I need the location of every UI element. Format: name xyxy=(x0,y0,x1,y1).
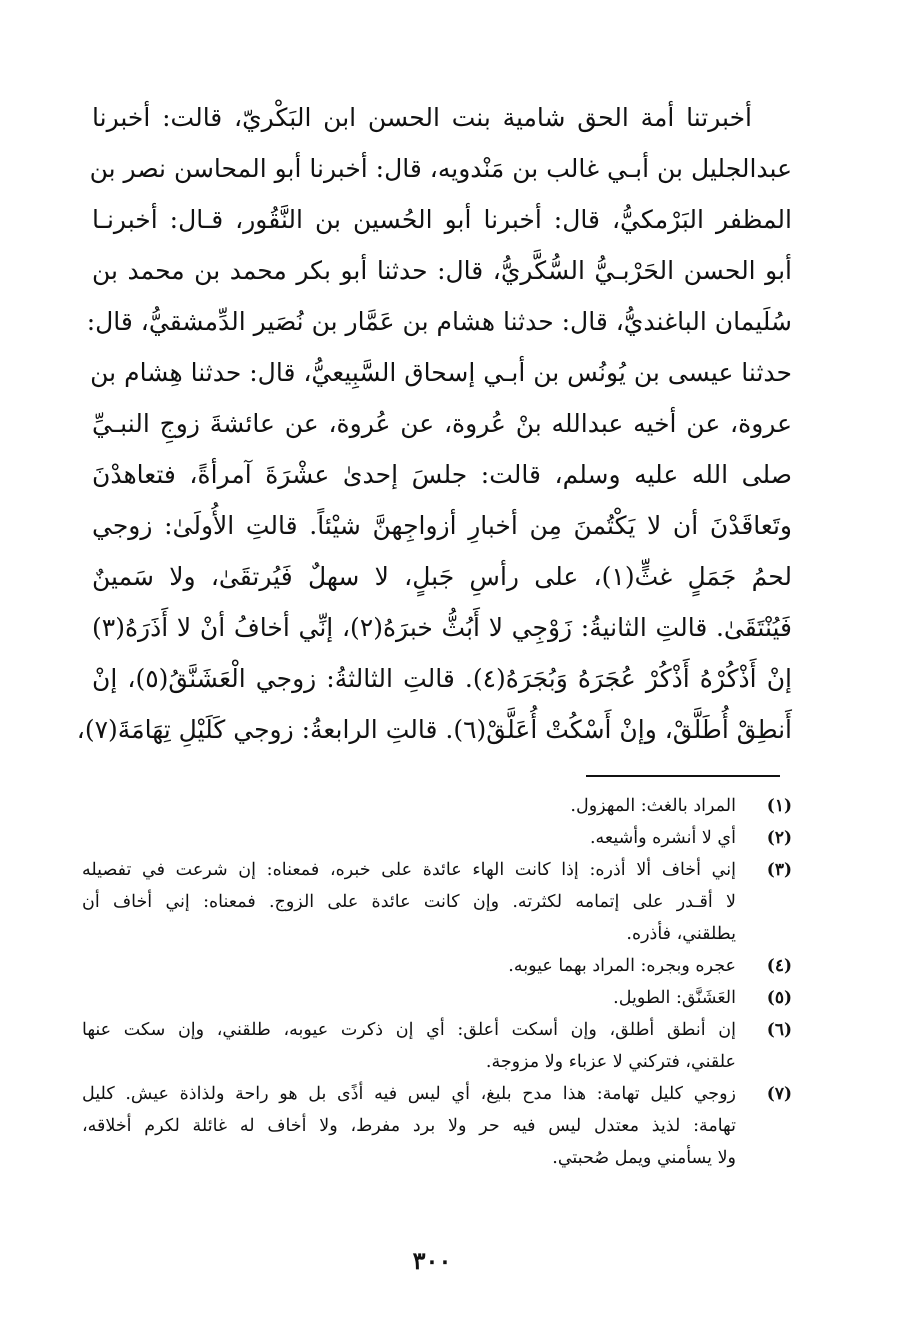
text-line: عروة، عن أخيه عبدالله بنْ عُروة، عن عُروة، عن عائشةَ زوجِ النبـيِّ xyxy=(92,409,792,438)
footnote xyxy=(82,950,792,982)
footnote-line: تهامة: لذيذ معتدل ليس فيه حر ولا برد مفرط، ولا أخاف له غائلة لكرم أخلاقه، xyxy=(82,1116,736,1136)
text-line: إنْ أَذْكُرْهُ أَذْكُرْ عُجَرَهُ وَبُجَرَهُ(٤). قالتِ الثالثةُ: زوجي الْعَشَنَّقُ(٥)، إنْ xyxy=(92,664,793,693)
text-line: وتَعاقَدْنَ أن لا يَكْتُمنَ مِن أخبارِ أزواجِهنَّ شيْئاً. قالتِ الأُولَىٰ: زوجي xyxy=(92,511,792,540)
text-line: أخبرتنا أمة الحق شامية بنت الحسن ابن البَكْريّ، قالت: أخبرنا xyxy=(92,103,752,132)
footnote xyxy=(82,1078,792,1174)
footnote-number: (١) xyxy=(766,796,792,816)
text-line: أَنطِقْ أُطَلَّقْ، وإنْ أَسْكُتْ أُعَلَّقْ(٦). قالتِ الرابعةُ: زوجي كَلَيْلِ تِهَامَةَ(٧)، xyxy=(76,715,792,744)
footnotes xyxy=(82,790,792,1174)
footnote-number: (٢) xyxy=(766,828,792,848)
footnote xyxy=(82,790,792,822)
text-line: لحمُ جَمَلٍ غثٍّ(١)، على رأسِ جَبلٍ، لا سهلٌ فَيُرتقَىٰ، ولا سَمينٌ xyxy=(92,562,792,591)
text-line: فَيُنْتَقَىٰ. قالتِ الثانيةُ: زَوْجِي لا أَبُثُّ خبرَهُ(٢)، إنِّي أخافُ أنْ لا أَذَرَهُ(٣) xyxy=(92,613,792,642)
text-line: سُلَيمان الباغنديُّ، قال: حدثنا هشام بن عَمَّار بن نُصَير الدِّمشقيُّ، قال: xyxy=(86,307,792,336)
footnote-number: (٧) xyxy=(766,1084,792,1104)
footnote xyxy=(82,982,792,1014)
page-number: ٣٠٠ xyxy=(412,1246,452,1275)
footnote-separator xyxy=(586,775,780,777)
footnote-number: (٦) xyxy=(766,1020,792,1040)
footnote xyxy=(82,1014,792,1078)
text-line: أبو الحسن الحَرْبـيُّ السُّكَّريُّ، قال: حدثنا أبو بكر محمد بن محمد بن xyxy=(92,256,792,285)
footnote-line: ولا يسأمني ويمل صُحبتي. xyxy=(552,1148,736,1168)
text-line: صلى الله عليه وسلم، قالت: جلسَ إحدىٰ عشْرَةَ آمرأةً، فتعاهدْنَ xyxy=(92,460,792,489)
footnote-number: (٣) xyxy=(766,860,792,880)
text-line: حدثنا عيسى بن يُونُس بن أبـي إسحاق السَّبِيعيُّ، قال: حدثنا هِشام بن xyxy=(90,358,792,387)
footnote-number: (٥) xyxy=(766,988,792,1008)
main-text xyxy=(76,92,793,755)
footnote-line: زوجي كليل تهامة: هذا مدح بليغ، أي ليس فيه أذًى بل هو راحة ولذاذة عيش. كليل xyxy=(82,1084,736,1104)
footnote-line: أي لا أنشره وأشيعه. xyxy=(589,828,736,848)
footnote-line: إن أنطق أطلق، وإن أسكت أعلق: أي إن ذكرت عيوبه، طلقني، وإن سكت عنها xyxy=(82,1020,736,1040)
footnote-line: يطلقني، فأذره. xyxy=(626,924,736,944)
text-line: المظفر البَرْمكيُّ، قال: أخبرنا أبو الحُسين بن النَّقُور، قـال: أخبرنـا xyxy=(92,205,792,234)
footnote-number: (٤) xyxy=(766,956,792,976)
footnote-line: المراد بالغث: المهزول. xyxy=(570,796,736,816)
footnote xyxy=(82,822,792,854)
footnote-line: إني أخاف ألا أذره: إذا كانت الهاء عائدة على خبره، فمعناه: إن شرعت في تفصيله xyxy=(82,860,736,880)
text-line: عبدالجليل بن أبـي غالب بن مَنْدويه، قال: أخبرنا أبو المحاسن نصر بن xyxy=(89,154,792,183)
footnote-line: العَشَنَّق: الطويل. xyxy=(613,988,736,1008)
footnote-line: لا أقـدر على إتمامه لكثرته. وإن كانت عائدة على الزوج. فمعناه: إني أخاف أن xyxy=(82,892,736,912)
footnote xyxy=(82,854,792,950)
footnote-line: عجره وبجره: المراد بهما عيوبه. xyxy=(508,956,736,976)
footnote-line: علقني، فتركني لا عزباء ولا مزوجة. xyxy=(485,1052,736,1072)
